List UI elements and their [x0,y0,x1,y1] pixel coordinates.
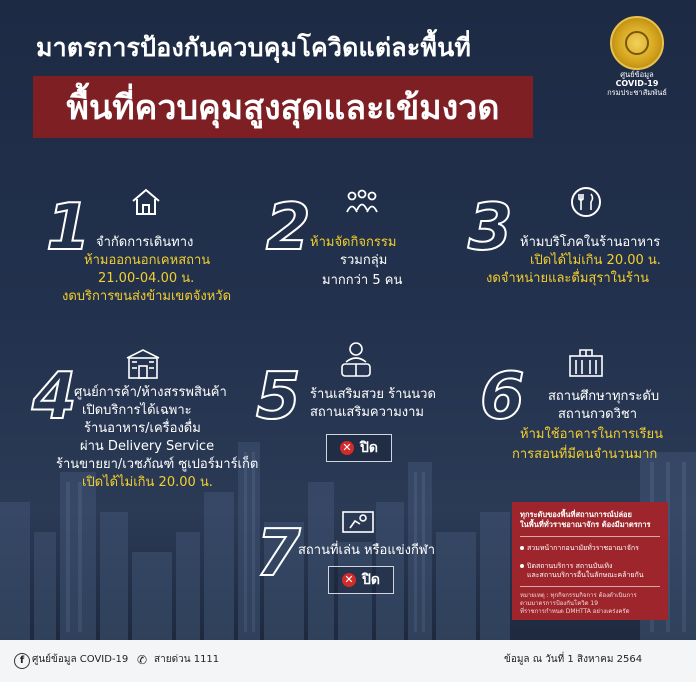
closed-label: ปิด [360,440,378,456]
measure-line: รวมกลุ่ม [340,253,388,268]
measure-line: สถานเสริมความงาม [310,405,425,420]
measure-line: สถานศึกษาทุกระดับ [548,389,660,404]
measure-number: 1 [46,191,91,265]
measure-number: 7 [256,517,301,591]
close-x-icon: ✕ [342,573,356,587]
note-footnote-line: ที่ราชการกำหนด DMHTTA อย่างเคร่งครัด [520,608,630,615]
page-title: มาตรการป้องกันควบคุมโควิดแต่ละพื้นที่ [36,33,472,62]
measure-line: 21.00-04.00 น. [98,271,195,286]
measure-number: 4 [32,360,77,434]
measure-line: สถานกวดวิชา [558,407,638,422]
note-bullet-text: สวมหน้ากากอนามัยทั่วราชอาณาจักร [527,544,639,552]
close-x-icon: ✕ [340,441,354,455]
measure-line: งดบริการขนส่งข้ามเขตจังหวัด [62,289,232,304]
plate-cutlery-icon [570,186,602,218]
note-divider [520,536,660,537]
measure-number: 3 [468,191,513,265]
logo-line-3: กรมประชาสัมพันธ์ [607,88,667,97]
measure-line: ห้ามจัดกิจกรรม [310,235,397,250]
note-divider [520,586,660,587]
title-banner [33,76,533,138]
closed-label: ปิด [362,572,380,588]
footer-bar [0,640,696,682]
measure-line: ห้ามบริโภคในร้านอาหาร [520,235,661,250]
facebook-icon: f [14,653,30,669]
measure-line: เปิดได้ไม่เกิน 20.00 น. [530,253,661,268]
measure-line: ร้านอาหาร/เครื่องดื่ม [84,421,201,436]
note-bullet-text: และสถานบริการอื่นในลักษณะคล้ายกัน [527,571,644,579]
measure-line: มากกว่า 5 คน [322,273,403,288]
nationwide-measures-note [512,502,668,620]
measure-number: 6 [480,360,525,434]
bullet-dot-icon [520,564,524,568]
measure-line: ร้านเสริมสวย ร้านนวด [310,387,436,402]
closed-badge [326,434,392,462]
measure-line: เปิดบริการได้เฉพาะ [82,403,192,418]
logo-line-2: COVID-19 [615,79,659,88]
note-bullet-text: ปิดสถานบริการ สถานบันเทิง [527,562,613,570]
house-icon [130,186,162,218]
note-bullet [520,544,639,553]
beauty-salon-icon [338,340,374,380]
sports-field-icon [341,508,375,536]
measure-number: 5 [256,360,301,434]
measure-line: ห้ามออกนอกเคหสถาน [84,253,211,268]
measure-line: การสอนที่มีคนจำนวนมาก [512,447,658,462]
measure-line: งดจำหน่ายและดื่มสุราในร้าน [486,271,650,286]
measure-line: ห้ามใช้อาคารในการเรียน [520,427,664,442]
note-footnote-line: ตามมาตรการป้องกันโควิด 19 [520,600,599,607]
facebook-page-label[interactable]: ศูนย์ข้อมูล COVID-19 [32,654,129,665]
measure-line: เปิดได้ไม่เกิน 20.00 น. [82,475,213,490]
closed-badge [328,566,394,594]
note-footnote-line: หมายเหตุ : ทุกกิจกรรมกิจการ ต้องดำเนินการ [520,592,637,599]
phone-icon: ✆ [137,653,148,667]
measure-line: จำกัดการเดินทาง [96,235,194,250]
note-heading [520,510,651,530]
government-seal-icon [610,16,664,70]
banner-text: พื้นที่ควบคุมสูงสุดและเข้มงวด [66,88,500,128]
note-heading-line: ทุกระดับของพื้นที่สถานการณ์ปล่อย [520,510,632,519]
school-building-icon [568,348,604,378]
prd-logo [604,16,670,98]
note-heading-line: ในพื้นที่ทั่วราชอาณาจักร ต้องมีมาตรการ [520,520,651,529]
hotline-label: สายด่วน 1111 [154,654,220,665]
measure-line: ร้านขายยา/เวชภัณฑ์ ซูเปอร์มาร์เก็ต [56,457,259,472]
bullet-dot-icon [520,546,524,550]
note-footnote [520,592,637,616]
people-group-icon [345,188,379,216]
shopping-mall-icon [126,348,160,380]
measure-number: 2 [266,191,311,265]
logo-line-1: ศูนย์ข้อมูล [620,70,654,79]
measure-line: สถานที่เล่น หรือแข่งกีฬา [298,543,436,558]
measure-line: ศูนย์การค้า/ห้างสรรพสินค้า [74,385,227,400]
measure-line: ผ่าน Delivery Service [80,439,215,454]
data-date-label: ข้อมูล ณ วันที่ 1 สิงหาคม 2564 [504,654,643,665]
note-bullet [520,562,644,580]
